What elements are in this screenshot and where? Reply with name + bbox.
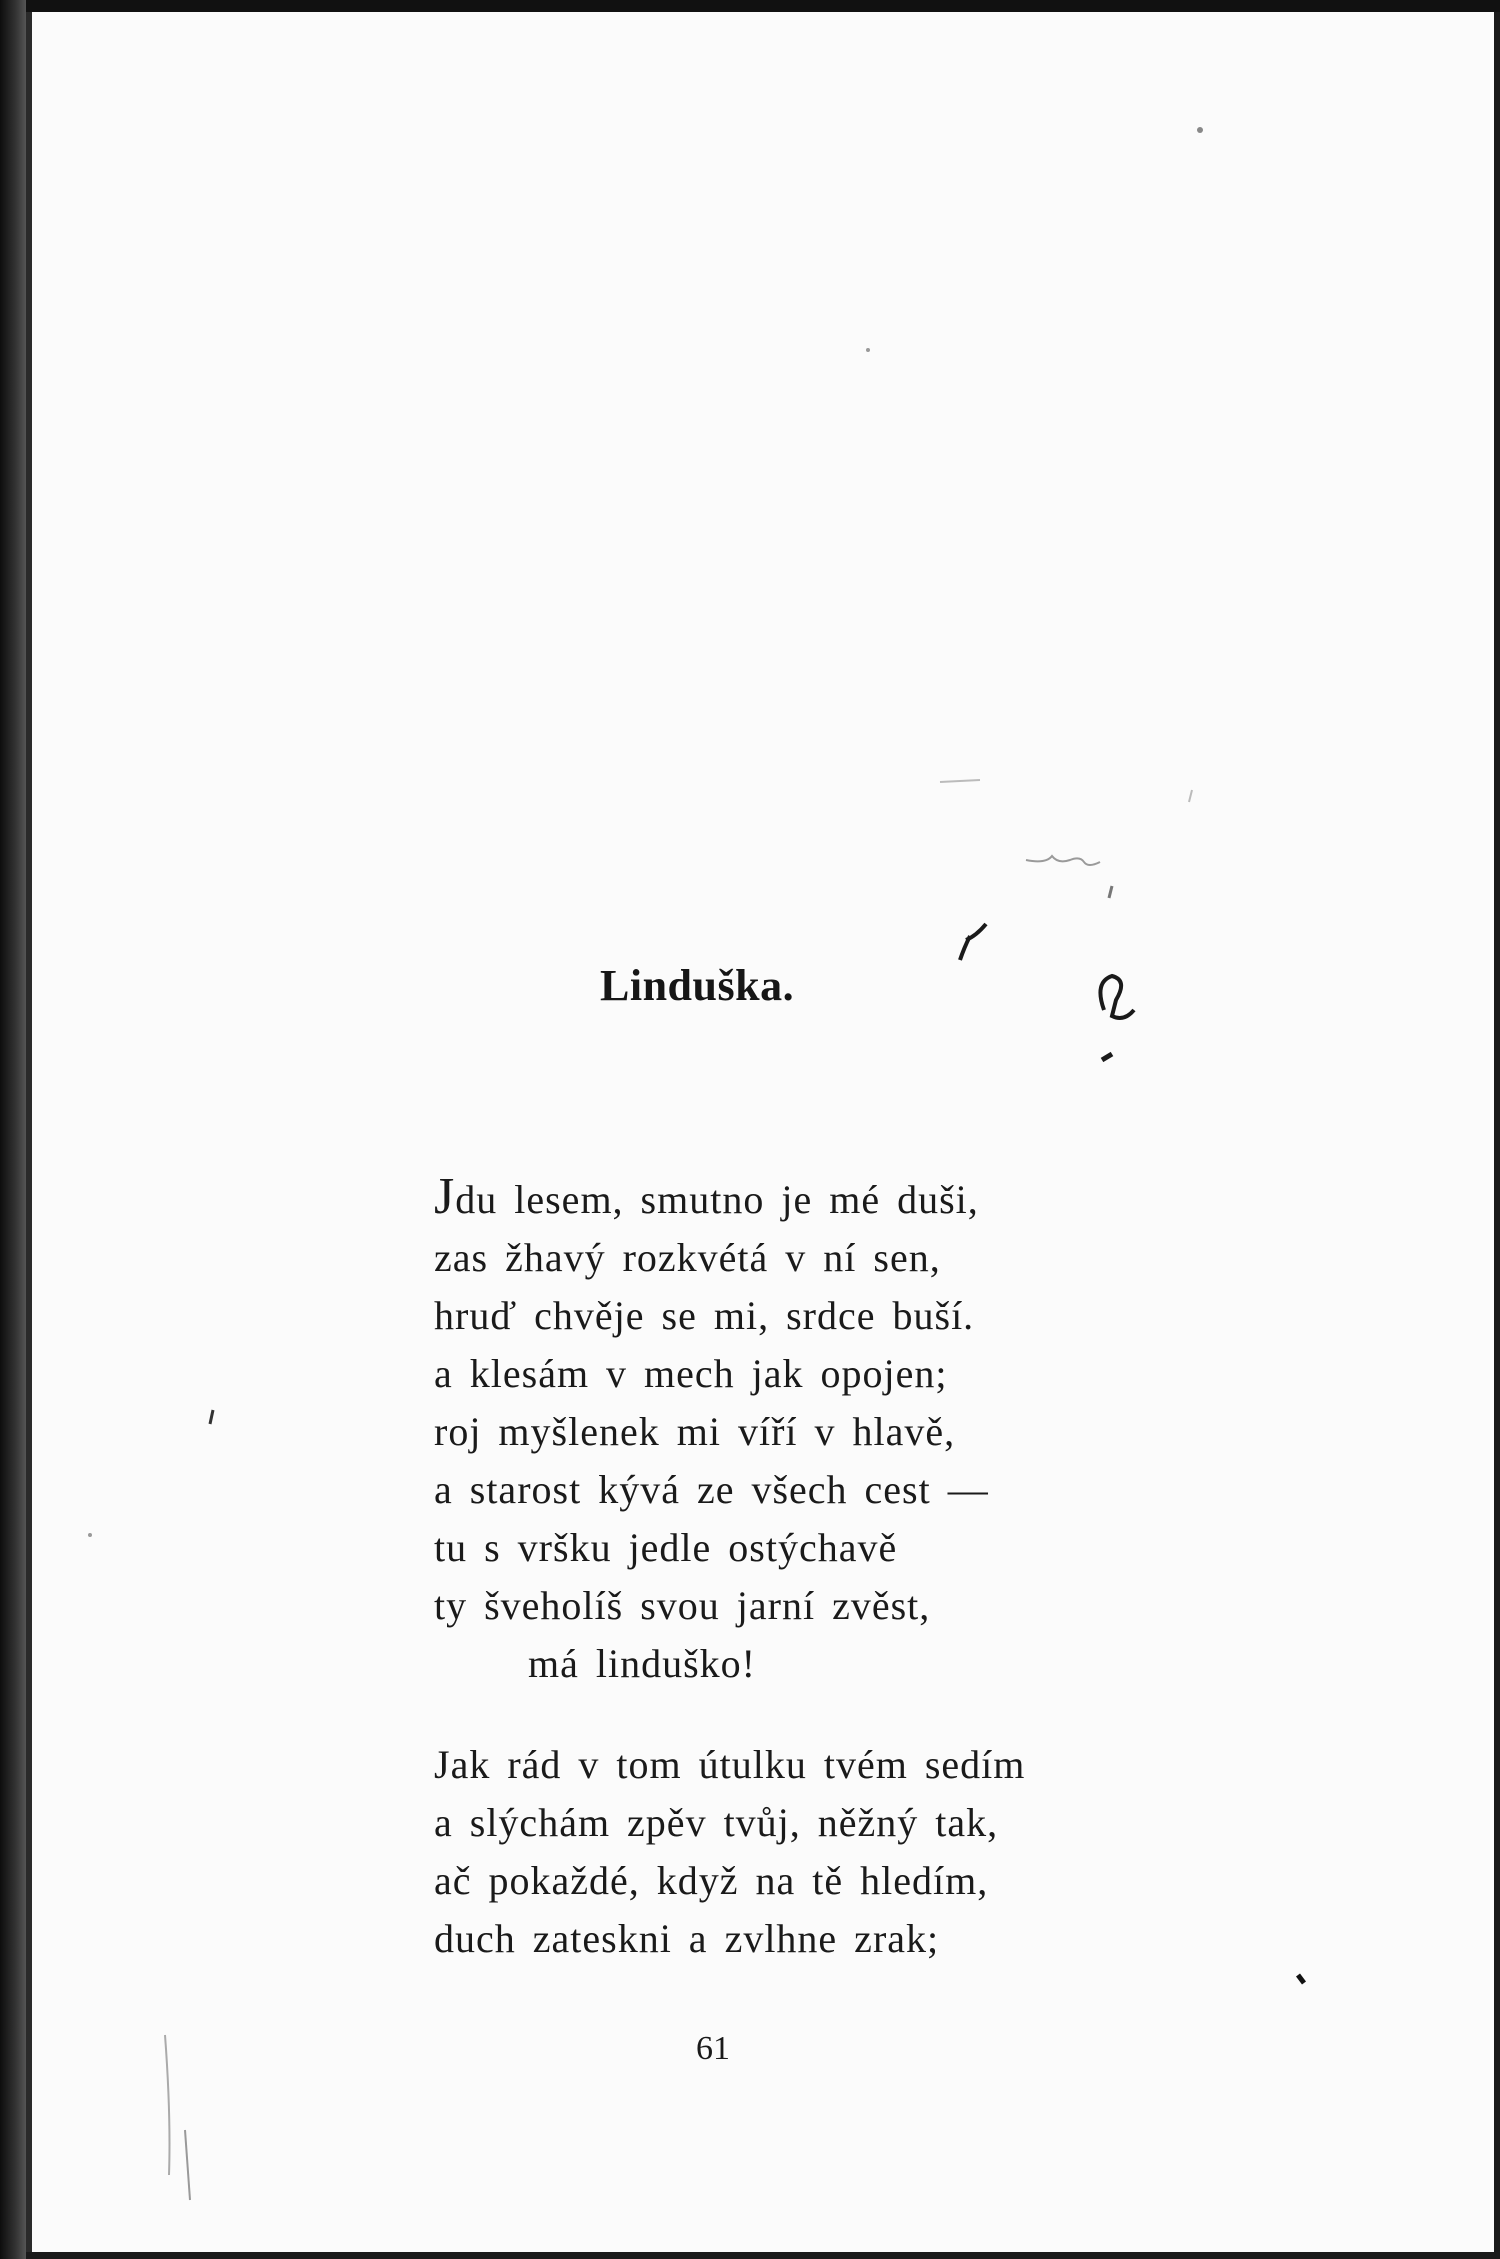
poem-line: a klesám v mech jak opojen; — [434, 1351, 948, 1396]
book-spine-shadow — [0, 0, 26, 2259]
drop-cap: J — [434, 1168, 456, 1225]
stanza-2 — [434, 1736, 1025, 1968]
poem-refrain: má linduško! — [528, 1641, 756, 1686]
poem-line: roj myšlenek mi víří v hlavě, — [434, 1409, 956, 1454]
poem-title: Linduška. — [600, 961, 795, 1010]
poem-line: zas žhavý rozkvétá v ní sen, — [434, 1235, 941, 1280]
poem-line: hruď chvěje se mi, srdce buší. — [434, 1293, 975, 1338]
poem-line: Jak rád v tom útulku tvém sedím — [434, 1742, 1026, 1787]
poem-line: ač pokaždé, když na tě hledím, — [434, 1858, 989, 1903]
pencil-annotation — [880, 760, 1240, 1120]
poem-line — [434, 1168, 989, 1229]
poem-line: a starost kývá ze všech cest — — [434, 1467, 989, 1512]
poem-line: a slýchám zpěv tvůj, něžný tak, — [434, 1800, 999, 1845]
scan-top-edge — [0, 0, 1500, 12]
stanza-1 — [434, 1168, 989, 1693]
poem-line: duch zatesknі a zvlhne zrak; — [434, 1916, 940, 1961]
poem-line: ty šveholíš svou jarní zvěst, — [434, 1583, 931, 1628]
page-number: 61 — [696, 2030, 730, 2067]
poem-line-text: du lesem, smutno je mé duši, — [455, 1177, 979, 1222]
poem-line: tu s vršku jedle ostýchavě — [434, 1525, 898, 1570]
